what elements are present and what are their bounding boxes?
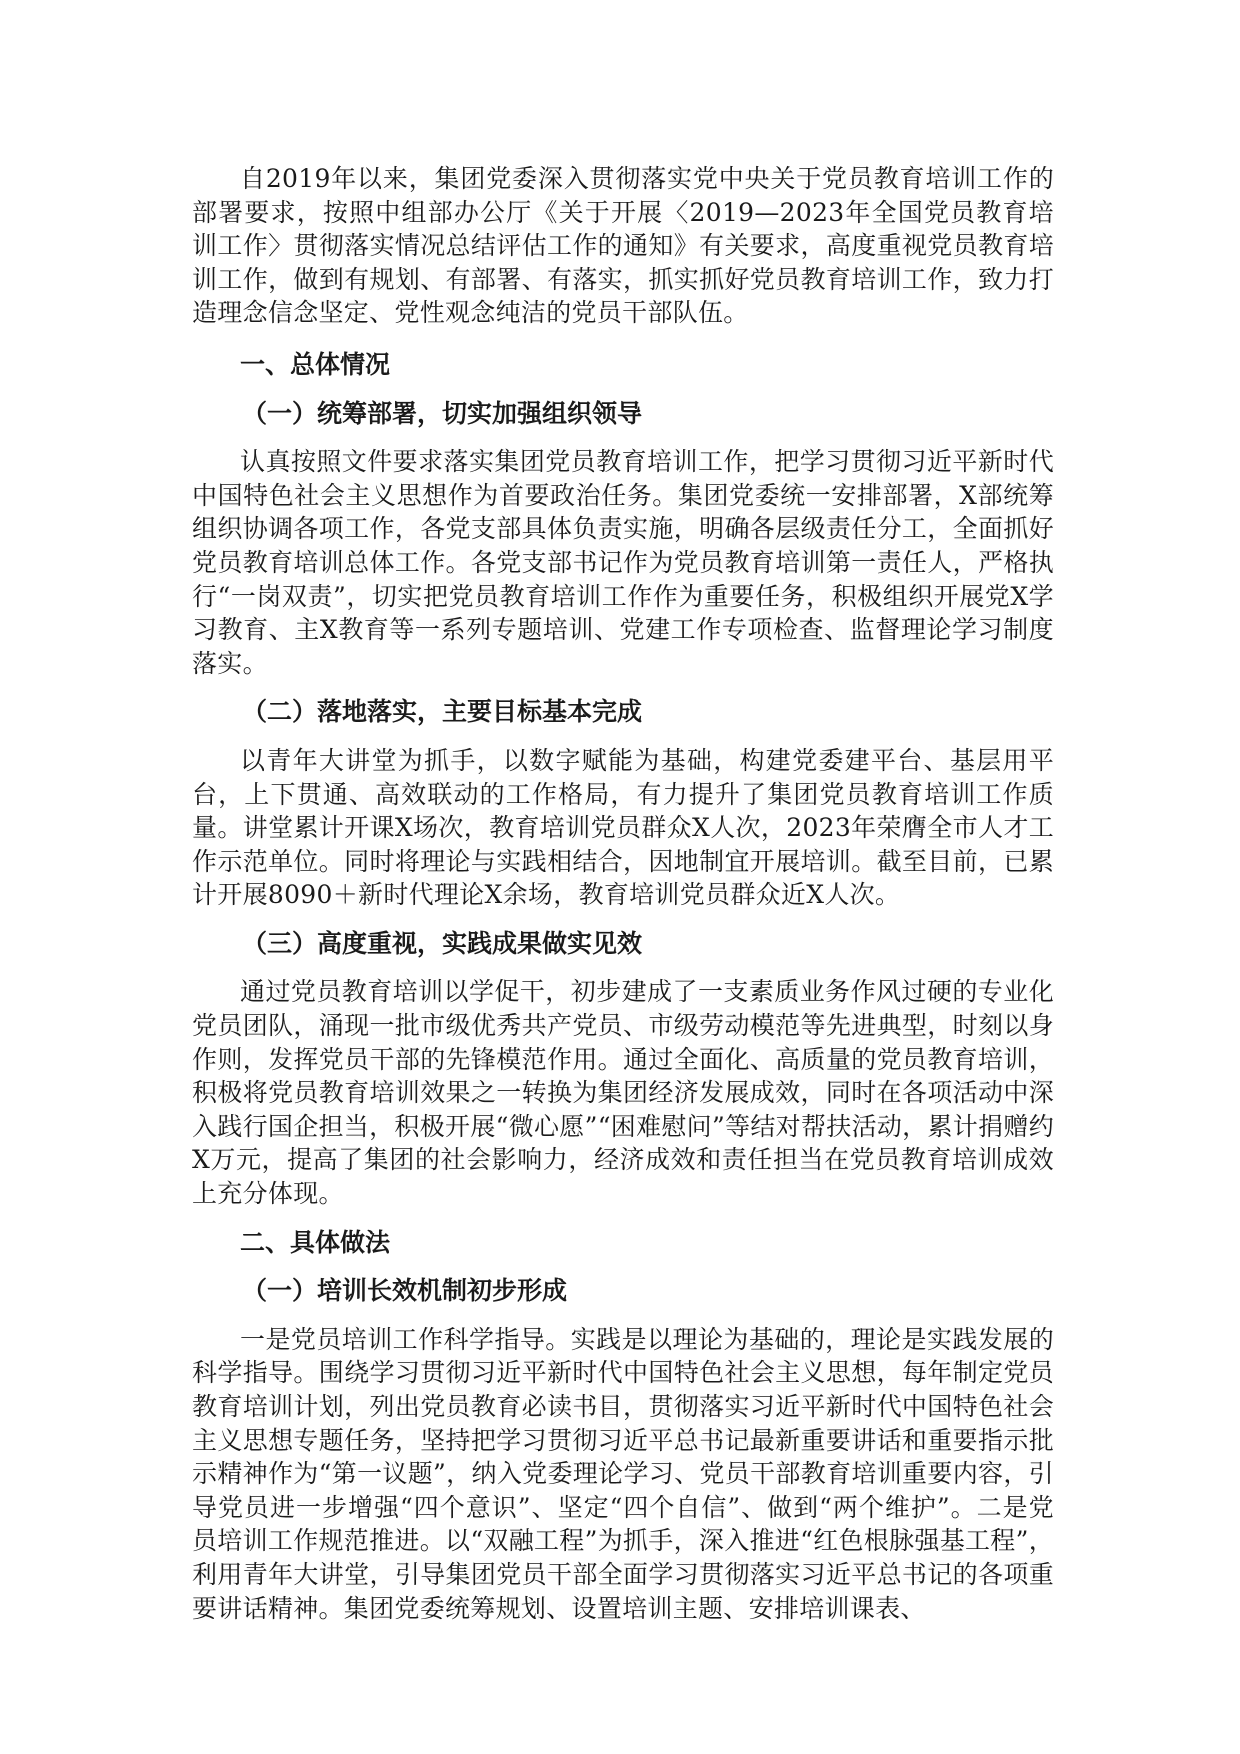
results-paragraph: 通过党员教育培训以学促干，初步建成了一支素质业务作风过硬的专业化党员团队，涌现一批市级优秀共产党员、市级劳动模范等先进典型，时刻以身作则，发挥党员干部的先锋模范作用。通过全面化、高质量的党员教育培训，积极将党员教育培训效果之一转换为集团经济发展成效，同时在各项活动中深入践行国企担当，积极开展“微心愿”“困难慰问”等结对帮扶活动，累计捐赠约X万元，提高了集团的社会影响力，经济成效和责任担当在党员教育培训成效上充分体现。 bbox=[192, 977, 1054, 1209]
subsection-heading-results: （三）高度重视，实践成果做实见效 bbox=[242, 928, 643, 958]
subsection-heading-organization: （一）统筹部署，切实加强组织领导 bbox=[242, 398, 643, 428]
section-heading-overview: 一、总体情况 bbox=[240, 349, 391, 379]
document-page bbox=[192, 162, 1054, 1625]
goals-paragraph: 以青年大讲堂为抓手，以数字赋能为基础，构建党委建平台、基层用平台，上下贯通、高效联动的工作格局，有力提升了集团党员教育培训工作质量。讲堂累计开课X场次，教育培训党员群众X人次，2023年荣膺全市人才工作示范单位。同时将理论与实践相结合，因地制宜开展培训。截至目前，已累计开展8090＋新时代理论X余场，教育培训党员群众近X人次。 bbox=[192, 745, 1054, 910]
intro-paragraph: 自2019年以来，集团党委深入贯彻落实党中央关于党员教育培训工作的部署要求，按照中组部办公厅《关于开展〈2019—2023年全国党员教育培训工作〉贯彻落实情况总结评估工作的通知》有关要求，高度重视党员教育培训工作，做到有规划、有部署、有落实，抓实抓好党员教育培训工作，致力打造理念信念坚定、党性观念纯洁的党员干部队伍。 bbox=[192, 164, 1054, 328]
section-heading-practices: 二、具体做法 bbox=[240, 1227, 391, 1257]
subsection-heading-goals: （二）落地落实，主要目标基本完成 bbox=[242, 697, 643, 727]
organization-paragraph: 认真按照文件要求落实集团党员教育培训工作，把学习贯彻习近平新时代中国特色社会主义思想作为首要政治任务。集团党委统一安排部署，X部统筹组织协调各项工作，各党支部具体负责实施，明确各层级责任分工，全面抓好党员教育培训总体工作。各党支部书记作为党员教育培训第一责任人，严格执行“一岗双责”，切实把党员教育培训工作作为重要任务，积极组织开展党X学习教育、主X教育等一系列专题培训、党建工作专项检查、监督理论学习制度落实。 bbox=[192, 447, 1054, 678]
mechanism-paragraph: 一是党员培训工作科学指导。实践是以理论为基础的，理论是实践发展的科学指导。围绕学习贯彻习近平新时代中国特色社会主义思想，每年制定党员教育培训计划，列出党员教育必读书目，贯彻落实习近平新时代中国特色社会主义思想专题任务，坚持把学习贯彻习近平总书记最新重要讲话和重要指示批示精神作为“第一议题”，纳入党委理论学习、党员干部教育培训重要内容，引导党员进一步增强“四个意识”、坚定“四个自信”、做到“两个维护”。二是党员培训工作规范推进。以“双融工程”为抓手，深入推进“红色根脉强基工程”，利用青年大讲堂，引导集团党员干部全面学习贯彻落实习近平总书记的各项重要讲话精神。集团党委统筹规划、设置培训主题、安排培训课表、 bbox=[192, 1324, 1054, 1623]
subsection-heading-mechanism: （一）培训长效机制初步形成 bbox=[242, 1276, 568, 1306]
